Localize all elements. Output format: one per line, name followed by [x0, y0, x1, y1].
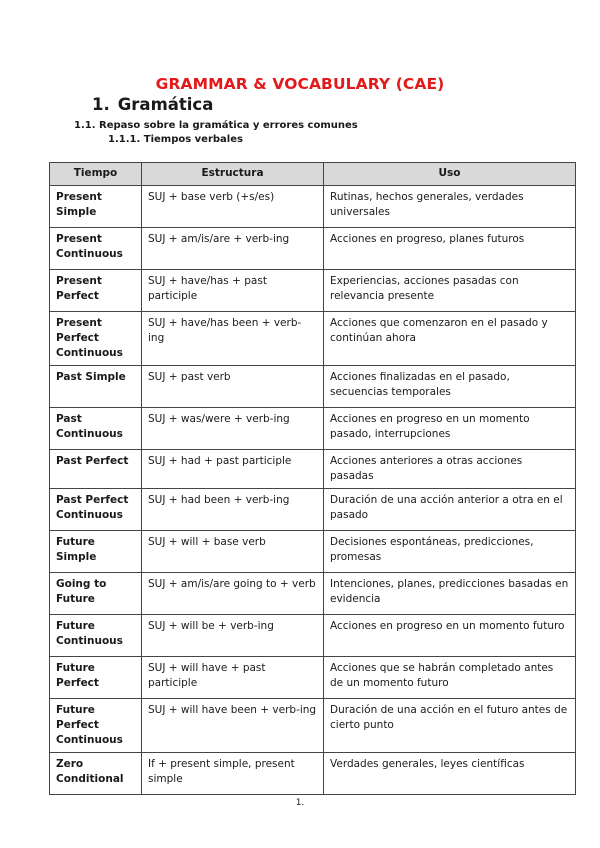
structure-cell: SUJ + will have + past participle — [142, 657, 324, 699]
subsection-heading: 1.1. Repaso sobre la gramática y errores comunes — [74, 120, 358, 131]
use-cell: Acciones en progreso en un momento pasado, interrupciones — [324, 408, 576, 450]
page-number: 1. — [295, 798, 305, 808]
table-header-row — [50, 163, 576, 186]
header-tiempo: Tiempo — [50, 163, 142, 186]
table-row — [50, 573, 576, 615]
use-cell: Acciones en progreso en un momento futuro — [324, 615, 576, 657]
use-cell: Acciones que comenzaron en el pasado y continúan ahora — [324, 312, 576, 366]
table-row — [50, 615, 576, 657]
structure-cell: SUJ + base verb (+s/es) — [142, 186, 324, 228]
section-number: 1. — [92, 95, 110, 114]
tense-cell: Present Simple — [50, 186, 142, 228]
tense-cell: Past Perfect — [50, 450, 142, 489]
tense-cell: Future Continuous — [50, 615, 142, 657]
tense-cell: Future Simple — [50, 531, 142, 573]
use-cell: Verdades generales, leyes científicas — [324, 753, 576, 795]
use-cell: Rutinas, hechos generales, verdades universales — [324, 186, 576, 228]
structure-cell: If + present simple, present simple — [142, 753, 324, 795]
use-cell: Intenciones, planes, predicciones basadas en evidencia — [324, 573, 576, 615]
tense-cell: Going to Future — [50, 573, 142, 615]
tense-cell: Present Perfect — [50, 270, 142, 312]
structure-cell: SUJ + will have been + verb-ing — [142, 699, 324, 753]
structure-cell: SUJ + will be + verb-ing — [142, 615, 324, 657]
structure-cell: SUJ + was/were + verb-ing — [142, 408, 324, 450]
use-cell: Acciones en progreso, planes futuros — [324, 228, 576, 270]
structure-cell: SUJ + had + past participle — [142, 450, 324, 489]
tense-cell: Present Perfect Continuous — [50, 312, 142, 366]
table-row — [50, 228, 576, 270]
table-row — [50, 450, 576, 489]
table-row — [50, 531, 576, 573]
tense-cell: Zero Conditional — [50, 753, 142, 795]
tense-cell: Present Continuous — [50, 228, 142, 270]
structure-cell: SUJ + have/has been + verb-ing — [142, 312, 324, 366]
table-row — [50, 489, 576, 531]
structure-cell: SUJ + am/is/are going to + verb — [142, 573, 324, 615]
section-title: Gramática — [117, 95, 214, 114]
table-row — [50, 657, 576, 699]
subsubsection-heading: 1.1.1. Tiempos verbales — [108, 134, 243, 145]
tense-cell: Past Perfect Continuous — [50, 489, 142, 531]
structure-cell: SUJ + have/has + past participle — [142, 270, 324, 312]
table-row — [50, 408, 576, 450]
section-heading — [92, 95, 213, 114]
use-cell: Duración de una acción anterior a otra en el pasado — [324, 489, 576, 531]
document-title: GRAMMAR & VOCABULARY (CAE) — [155, 75, 445, 93]
use-cell: Acciones anteriores a otras acciones pasadas — [324, 450, 576, 489]
table-row — [50, 753, 576, 795]
structure-cell: SUJ + had been + verb-ing — [142, 489, 324, 531]
table-row — [50, 186, 576, 228]
use-cell: Acciones finalizadas en el pasado, secuencias temporales — [324, 366, 576, 408]
use-cell: Duración de una acción en el futuro antes de cierto punto — [324, 699, 576, 753]
tense-cell: Past Continuous — [50, 408, 142, 450]
table-row — [50, 270, 576, 312]
tense-cell: Future Perfect Continuous — [50, 699, 142, 753]
table-row — [50, 699, 576, 753]
use-cell: Decisiones espontáneas, predicciones, promesas — [324, 531, 576, 573]
table-row — [50, 366, 576, 408]
structure-cell: SUJ + am/is/are + verb-ing — [142, 228, 324, 270]
header-uso: Uso — [324, 163, 576, 186]
structure-cell: SUJ + past verb — [142, 366, 324, 408]
structure-cell: SUJ + will + base verb — [142, 531, 324, 573]
tense-cell: Past Simple — [50, 366, 142, 408]
use-cell: Experiencias, acciones pasadas con relevancia presente — [324, 270, 576, 312]
table-row — [50, 312, 576, 366]
verb-tenses-table — [49, 162, 576, 795]
tense-cell: Future Perfect — [50, 657, 142, 699]
use-cell: Acciones que se habrán completado antes de un momento futuro — [324, 657, 576, 699]
header-estructura: Estructura — [142, 163, 324, 186]
